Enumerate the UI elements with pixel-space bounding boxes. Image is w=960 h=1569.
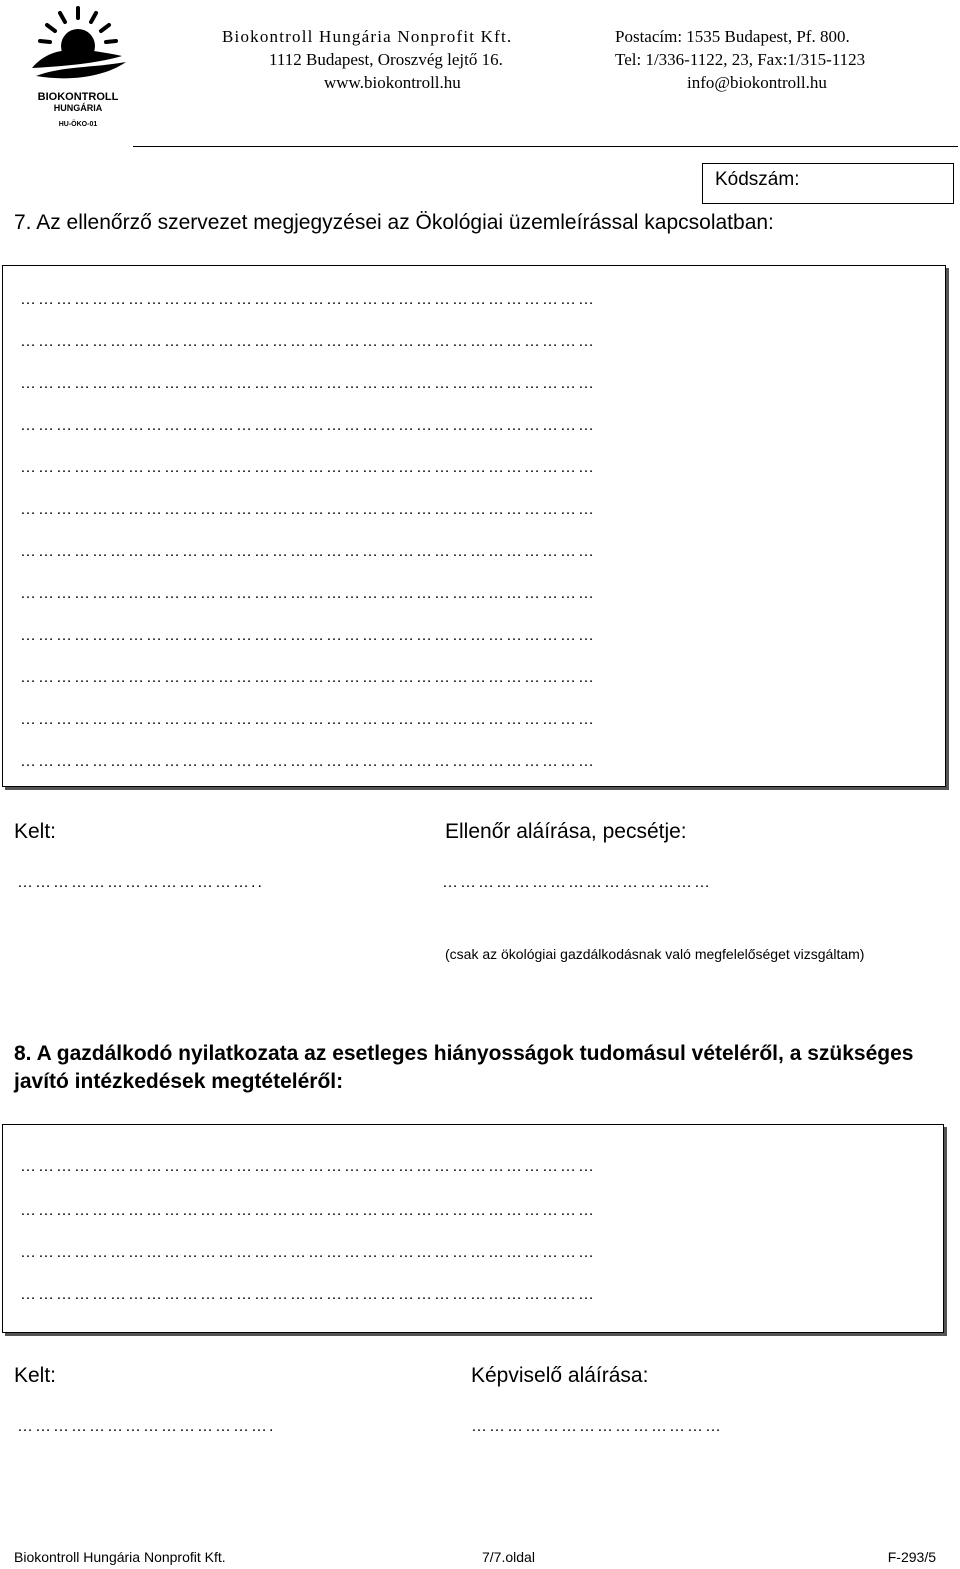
logo-brand-text: BIOKONTROLL bbox=[37, 91, 119, 103]
header-postal-address: Postacím: 1535 Budapest, Pf. 800. bbox=[615, 27, 850, 46]
footer-page-number: 7/7.oldal bbox=[482, 1549, 535, 1565]
comment-line: …………………………………………………………………………………… bbox=[20, 501, 596, 518]
comment-line: …………………………………………………………………………………… bbox=[20, 585, 596, 602]
header-divider bbox=[133, 146, 958, 147]
code-field-label: Kódszám: bbox=[715, 169, 800, 190]
comment-line: …………………………………………………………………………………… bbox=[20, 543, 596, 560]
section-7-comment-box[interactable] bbox=[2, 265, 946, 787]
representative-signature-field[interactable]: …………………………………… bbox=[471, 1418, 723, 1435]
section-8-date-field[interactable]: ……………………………………. bbox=[17, 1418, 276, 1435]
header-email[interactable]: info@biokontroll.hu bbox=[687, 73, 827, 92]
section-7-date-field[interactable]: ………………………………….. bbox=[17, 874, 264, 891]
statement-line: …………………………………………………………………………………… bbox=[20, 1286, 596, 1303]
section-8-date-label: Kelt: bbox=[14, 1364, 57, 1387]
code-field[interactable] bbox=[702, 163, 954, 204]
header-company-name: Biokontroll Hungária Nonprofit Kft. bbox=[222, 27, 513, 46]
inspector-signature-field[interactable]: ……………………………………… bbox=[442, 874, 712, 891]
comment-line: …………………………………………………………………………………… bbox=[20, 753, 596, 770]
comment-line: …………………………………………………………………………………… bbox=[20, 417, 596, 434]
section-8-statement-box[interactable] bbox=[2, 1124, 944, 1333]
statement-line: …………………………………………………………………………………… bbox=[20, 1244, 596, 1261]
comment-line: …………………………………………………………………………………… bbox=[20, 711, 596, 728]
representative-signature-label: Képviselő aláírása: bbox=[471, 1364, 649, 1387]
comment-line: …………………………………………………………………………………… bbox=[20, 375, 596, 392]
header-website[interactable]: www.biokontroll.hu bbox=[324, 73, 461, 92]
logo-code-text: HU-ÖKO-01 bbox=[58, 121, 98, 128]
logo-country-text: HUNGÁRIA bbox=[53, 103, 103, 113]
comment-line: …………………………………………………………………………………… bbox=[20, 627, 596, 644]
section-7-title: 7. Az ellenőrző szervezet megjegyzései az Ökológiai üzemleírással kapcsolatban: bbox=[14, 211, 774, 234]
section-7-date-label: Kelt: bbox=[14, 820, 57, 843]
header-street-address: 1112 Budapest, Oroszvég lejtő 16. bbox=[269, 50, 503, 69]
sun-leaf-icon bbox=[22, 4, 134, 128]
header-phone-fax: Tel: 1/336-1122, 23, Fax:1/315-1123 bbox=[615, 50, 866, 69]
comment-line: …………………………………………………………………………………… bbox=[20, 291, 596, 308]
footer-company: Biokontroll Hungária Nonprofit Kft. bbox=[14, 1549, 226, 1565]
biokontroll-logo bbox=[22, 4, 134, 128]
inspector-signature-label: Ellenőr aláírása, pecsétje: bbox=[445, 820, 687, 843]
section-8-title: 8. A gazdálkodó nyilatkozata az esetleges hiányosságok tudomásul vételéről, a szükséges javító intézkedések megtételéről: bbox=[14, 1042, 914, 1093]
comment-line: …………………………………………………………………………………… bbox=[20, 459, 596, 476]
statement-line: …………………………………………………………………………………… bbox=[20, 1158, 596, 1175]
statement-line: …………………………………………………………………………………… bbox=[20, 1202, 596, 1219]
footer-form-code: F-293/5 bbox=[887, 1549, 936, 1565]
comment-line: …………………………………………………………………………………… bbox=[20, 669, 596, 686]
comment-line: …………………………………………………………………………………… bbox=[20, 333, 596, 350]
inspector-note: (csak az ökológiai gazdálkodásnak való megfelelőséget vizsgáltam) bbox=[445, 946, 865, 962]
